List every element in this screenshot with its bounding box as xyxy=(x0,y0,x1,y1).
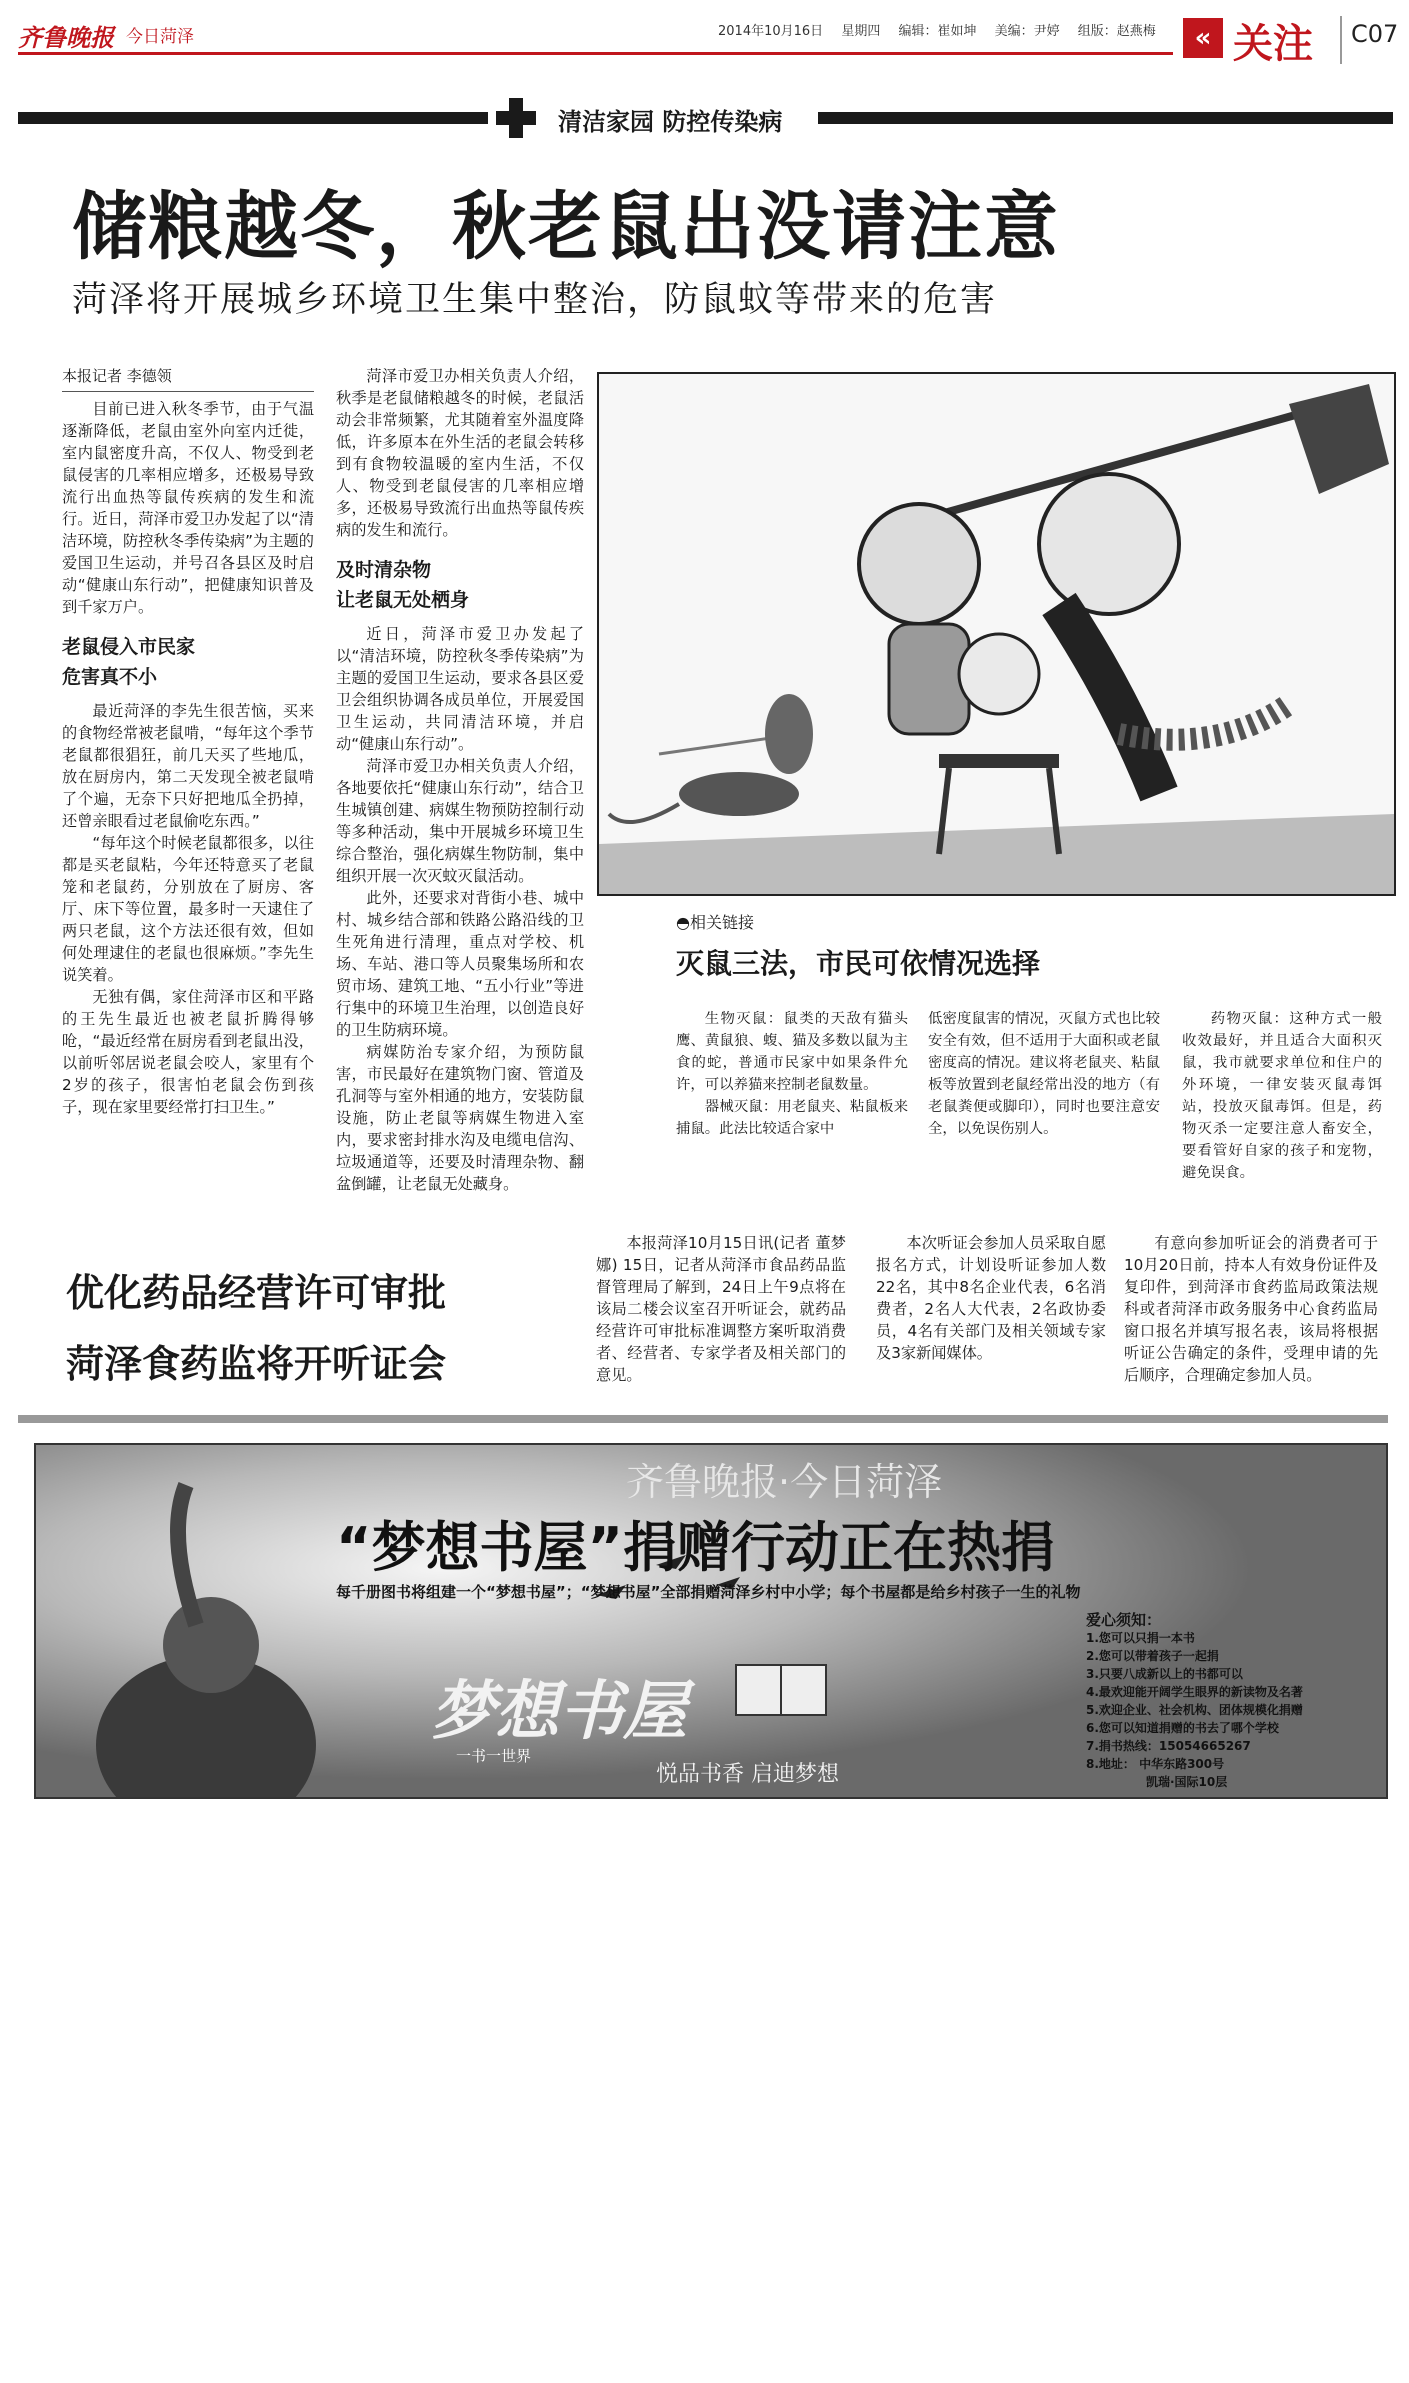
banner-bar-left xyxy=(18,112,488,124)
ad-notice-item: 5.欢迎企业、社会机构、团体规模化捐赠 xyxy=(1086,1703,1303,1717)
ad-notice xyxy=(1086,1611,1303,1791)
main-subheadline: 菏泽将开展城乡环境卫生集中整治，防鼠蚊等带来的危害 xyxy=(72,280,998,320)
cartoon-illustration xyxy=(597,372,1396,896)
section-separator xyxy=(18,1415,1388,1423)
ad-notice-item: 1.您可以只捐一本书 xyxy=(1086,1631,1195,1645)
paragraph: 病媒防治专家介绍，为预防鼠害，市民最好在建筑物门窗、管道及孔洞等与室外相通的地方，安装防鼠设施，防止老鼠等病媒生物进入室内，要求密封排水沟及电缆电信沟、垃圾通道等，还要及时清理杂物、翻盆倒罐，让老鼠无处藏身。 xyxy=(336,1043,584,1193)
paragraph: 生物灭鼠：鼠类的天敌有猫头鹰、黄鼠狼、蝮、猫及多数以鼠为主食的蛇，普通市民家中如果条件允许，可以养猫来控制老鼠数量。 xyxy=(676,1011,908,1093)
paragraph: 目前已进入秋冬季节，由于气温逐渐降低，老鼠由室外向室内迁徙，室内鼠密度升高，不仅人、物受到老鼠侵害的几率相应增多，还极易导致流行出血热等鼠传疾病的发生和流行。近日，菏泽市爱卫办发起了以“清洁环境，防控秋冬季传染病”为主题的爱国卫生运动，并号召各县区及时启动“健康山东行动”，把健康知识普及到千家万户。 xyxy=(62,400,314,616)
subheading-line: 老鼠侵入市民家 xyxy=(62,636,196,658)
newspaper-logo: 齐鲁晚报 xyxy=(18,23,114,52)
ad-logo-subtitle: 一书一世界 xyxy=(456,1747,532,1765)
subheading-line: 危害真不小 xyxy=(62,666,158,688)
ad-notice-item: 3.只要八成新以上的书都可以 xyxy=(1086,1667,1243,1681)
article2-column-2 xyxy=(876,1232,1106,1364)
paragraph: 菏泽市爱卫办相关负责人介绍，各地要依托“健康山东行动”，结合卫生城镇创建、病媒生物预防控制行动等多种活动，集中开展城乡环境卫生综合整治，强化病媒生物防制，集中组织开展一次灭蚊灭鼠活动。 xyxy=(336,757,584,885)
related-link-tag xyxy=(676,910,754,933)
article2-column-1 xyxy=(596,1232,846,1386)
subheading-line: 让老鼠无处栖身 xyxy=(336,589,470,611)
article1-column-1 xyxy=(62,365,314,1118)
related-title: 灭鼠三法，市民可依情况选择 xyxy=(676,947,1041,980)
paragraph: 低密度鼠害的情况，灭鼠方式也比较安全有效，但不适用于大面积或老鼠密度高的情况。建议将老鼠夹、粘鼠板等放置到老鼠经常出没的地方（有老鼠粪便或脚印），同时也要注意安全，以免误伤别人。 xyxy=(928,1011,1160,1137)
paragraph: 药物灭鼠：这种方式一般收效最好，并且适合大面积灭鼠，我市就要求单位和住户的外环境，一律安装灭鼠毒饵站，投放灭鼠毒饵。但是，药物灭杀一定要注意人畜安全，要看管好自家的孩子和宠物，避免误食。 xyxy=(1182,1011,1382,1181)
related-column-3 xyxy=(1182,1008,1382,1184)
subheading xyxy=(336,555,584,615)
article2-headline-line1: 优化药品经营许可审批 xyxy=(66,1271,447,1315)
ad-logo: 梦想书屋 xyxy=(431,1674,687,1749)
article2-headline-line2: 菏泽食药监将开听证会 xyxy=(66,1342,447,1386)
related-column-2 xyxy=(928,1008,1160,1140)
layout-credit: 组版：赵燕梅 xyxy=(1077,24,1156,39)
paragraph: 无独有偶，家住菏泽市区和平路的王先生最近也被老鼠折腾得够呛，“最近经常在厨房看到老鼠出没，以前听邻居说老鼠会咬人，家里有个2岁的孩子，很害怕老鼠会伤到孩子，现在家里要经常打扫卫生。” xyxy=(62,988,314,1116)
related-column-1 xyxy=(676,1008,908,1140)
ad-notice-item: 2.您可以带着孩子一起捐 xyxy=(1086,1649,1219,1663)
paragraph: 本报菏泽10月15日讯(记者 董梦娜) 15日，记者从菏泽市食品药品监督管理局了解到，24日上午9点将在该局二楼会议室召开听证会，就药品经营许可审批标准调整方案听取消费者、经营者、专家学者及相关部门的意见。 xyxy=(596,1234,846,1384)
column-banner xyxy=(18,98,1393,138)
byline: 本报记者 李德领 xyxy=(62,365,314,392)
ad-tagline: 每千册图书将组建一个“梦想书屋”；“梦想书屋”全部捐赠菏泽乡村中小学；每个书屋都是给乡村孩子一生的礼物 xyxy=(336,1583,1081,1601)
related-link-label: 相关链接 xyxy=(689,913,754,932)
banner-bar-right xyxy=(818,112,1393,124)
section-name: 关注 xyxy=(1233,21,1313,67)
ad-notice-item: 7.捐书热线：15054665267 xyxy=(1086,1739,1251,1753)
art-editor-credit: 美编：尹婷 xyxy=(994,24,1060,39)
paragraph: 近日，菏泽市爱卫办发起了以“清洁环境，防控秋冬季传染病”为主题的爱国卫生运动，要求各县区爱卫会组织协调各成员单位，开展爱国卫生运动，共同清洁环境，并启动“健康山东行动”。 xyxy=(336,625,584,753)
ad-top-title: 齐鲁晚报·今日菏泽 xyxy=(626,1460,943,1504)
issue-weekday: 星期四 xyxy=(841,24,881,39)
masthead-rule xyxy=(18,52,1173,55)
ad-notice-title: 爱心须知： xyxy=(1086,1611,1162,1629)
issue-info xyxy=(718,20,1170,39)
article1-column-2 xyxy=(336,365,584,1195)
main-headline: 储粮越冬，秋老鼠出没请注意 xyxy=(72,184,1060,270)
medical-cross-icon xyxy=(496,98,536,138)
double-chevron-left-icon: « xyxy=(1194,23,1212,53)
ad-notice-item: 4.最欢迎能开阔学生眼界的新读物及名著 xyxy=(1086,1685,1303,1699)
article2-column-3 xyxy=(1124,1232,1378,1386)
paragraph: 最近菏泽的李先生很苦恼，买来的食物经常被老鼠啃，“每年这个季节老鼠都很猖狂，前几天买了些地瓜，放在厨房内，第二天发现全被老鼠啃了个遍，无奈下只好把地瓜全扔掉，还曾亲眼看过老鼠偷吃东西。” xyxy=(62,702,314,830)
column-title: 清洁家园 防控传染病 xyxy=(558,107,783,136)
paragraph: 器械灭鼠：用老鼠夹、粘鼠板来捕鼠。此法比较适合家中 xyxy=(676,1099,908,1137)
paragraph: 菏泽市爱卫办相关负责人介绍，秋季是老鼠储粮越冬的时候，老鼠活动会非常频繁，尤其随着室外温度降低，许多原本在外生活的老鼠会转移到有食物较温暖的室内生活，不仅人、物受到老鼠侵害的几率相应增多，还极易导致流行出血热等鼠传疾病的发生和流行。 xyxy=(336,367,584,539)
subheading xyxy=(62,632,314,692)
editor-credit: 编辑：崔如坤 xyxy=(898,24,977,39)
bullet-icon: ◓ xyxy=(676,913,690,932)
ad-notice-item: 8.地址： 中华东路300号 xyxy=(1086,1757,1225,1771)
paragraph: “每年这个时候老鼠都很多，以往都是买老鼠粘，今年还特意买了老鼠笼和老鼠药，分别放在了厨房、客厅、床下等位置，最多时一天逮住了两只老鼠，这个方法还很有效，但如何处理逮住的老鼠也很麻烦。”李先生说笑着。 xyxy=(62,834,314,984)
edition-name: 今日菏泽 xyxy=(126,27,194,47)
ad-notice-item: 6.您可以知道捐赠的书去了哪个学校 xyxy=(1086,1721,1279,1735)
advertisement-banner xyxy=(34,1443,1388,1799)
paragraph: 有意向参加听证会的消费者可于10月20日前，持本人有效身份证件及复印件，到菏泽市食药监局政策法规科或者菏泽市政务服务中心食药监局窗口报名并填写报名表，该局将根据听证公告确定的条件，受理申请的先后顺序，合理确定参加人员。 xyxy=(1124,1234,1378,1384)
page-number: C07 xyxy=(1351,20,1399,48)
ad-main-title: “梦想书屋”捐赠行动正在热捐 xyxy=(336,1516,1055,1579)
subheading-line: 及时清杂物 xyxy=(336,559,432,581)
paragraph: 此外，还要求对背街小巷、城中村、城乡结合部和铁路公路沿线的卫生死角进行清理，重点对学校、机场、车站、港口等人员聚集场所和农贸市场、建筑工地、“五小行业”等进行集中的环境卫生治理，以创造良好的卫生防病环境。 xyxy=(336,889,584,1039)
cartoon-svg xyxy=(599,374,1394,894)
ad-notice-item: 凯瑞·国际10层 xyxy=(1146,1775,1228,1789)
ad-slogan: 悦品书香 启迪梦想 xyxy=(656,1762,839,1787)
divider xyxy=(1340,16,1342,64)
masthead xyxy=(18,12,1399,72)
paragraph: 本次听证会参加人员采取自愿报名方式，计划设听证参加人数22名，其中8名企业代表，6名消费者，2名人大代表，2名政协委员，4名有关部门及相关领域专家及3家新闻媒体。 xyxy=(876,1234,1106,1362)
issue-date: 2014年10月16日 xyxy=(718,24,824,39)
